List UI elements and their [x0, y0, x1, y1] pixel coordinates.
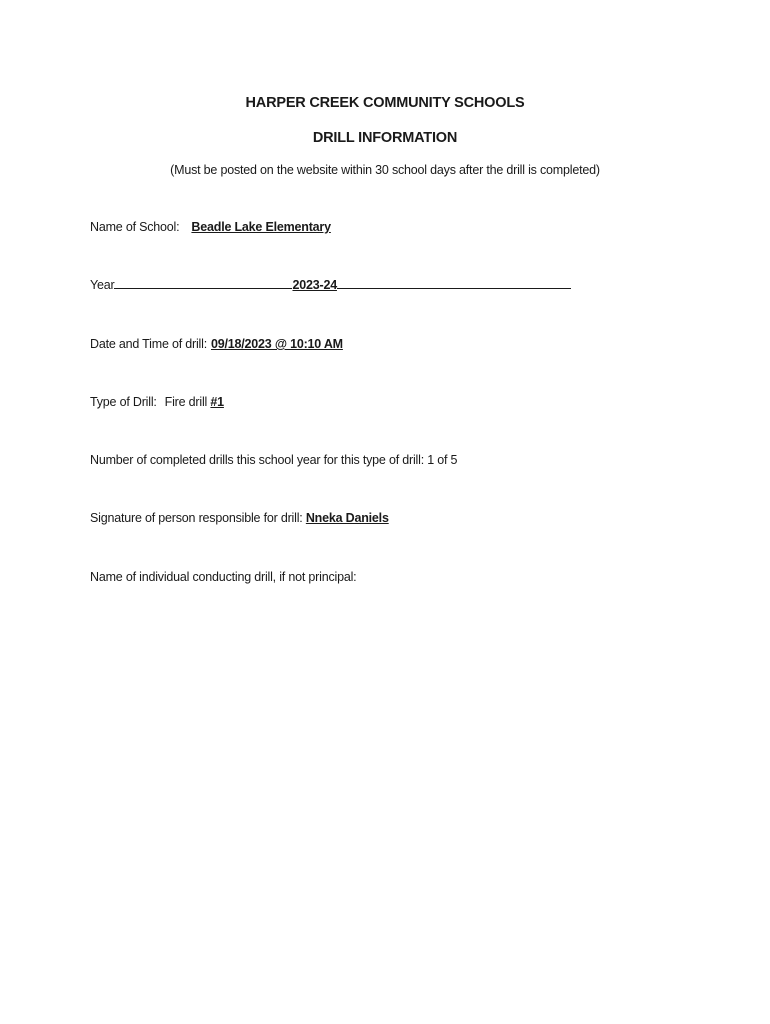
drill-count-field — [90, 453, 457, 467]
drill-type-value: #1 — [210, 395, 224, 409]
conductor-label: Name of individual conducting drill, if not principal: — [90, 570, 357, 584]
drill-type-label: Type of Drill: — [90, 395, 157, 409]
posting-note: (Must be posted on the website within 30 school days after the drill is completed) — [170, 163, 600, 177]
form-title: DRILL INFORMATION — [312, 130, 458, 146]
year-label: Year — [90, 278, 115, 292]
drill-count-label: Number of completed drills this school year for this type of drill: 1 of 5 — [90, 453, 458, 467]
conductor-field — [90, 570, 356, 584]
year-blank-left — [114, 287, 292, 289]
signature-field — [90, 511, 389, 525]
datetime-label: Date and Time of drill: — [90, 337, 207, 351]
drill-type-field — [90, 395, 224, 409]
datetime-field — [90, 337, 343, 351]
signature-value: Nneka Daniels — [305, 511, 389, 525]
school-label: Name of School: — [90, 220, 180, 234]
datetime-value: 09/18/2023 @ 10:10 AM — [210, 337, 343, 351]
school-value: Beadle Lake Elementary — [191, 220, 331, 234]
year-value: 2023-24 — [292, 278, 337, 292]
school-field — [90, 220, 331, 234]
year-blank-right — [337, 287, 571, 289]
signature-label: Signature of person responsible for drill: — [90, 511, 303, 525]
drill-type-text: Fire drill — [164, 395, 208, 409]
org-title: HARPER CREEK COMMUNITY SCHOOLS — [245, 95, 525, 111]
year-field — [90, 278, 571, 292]
